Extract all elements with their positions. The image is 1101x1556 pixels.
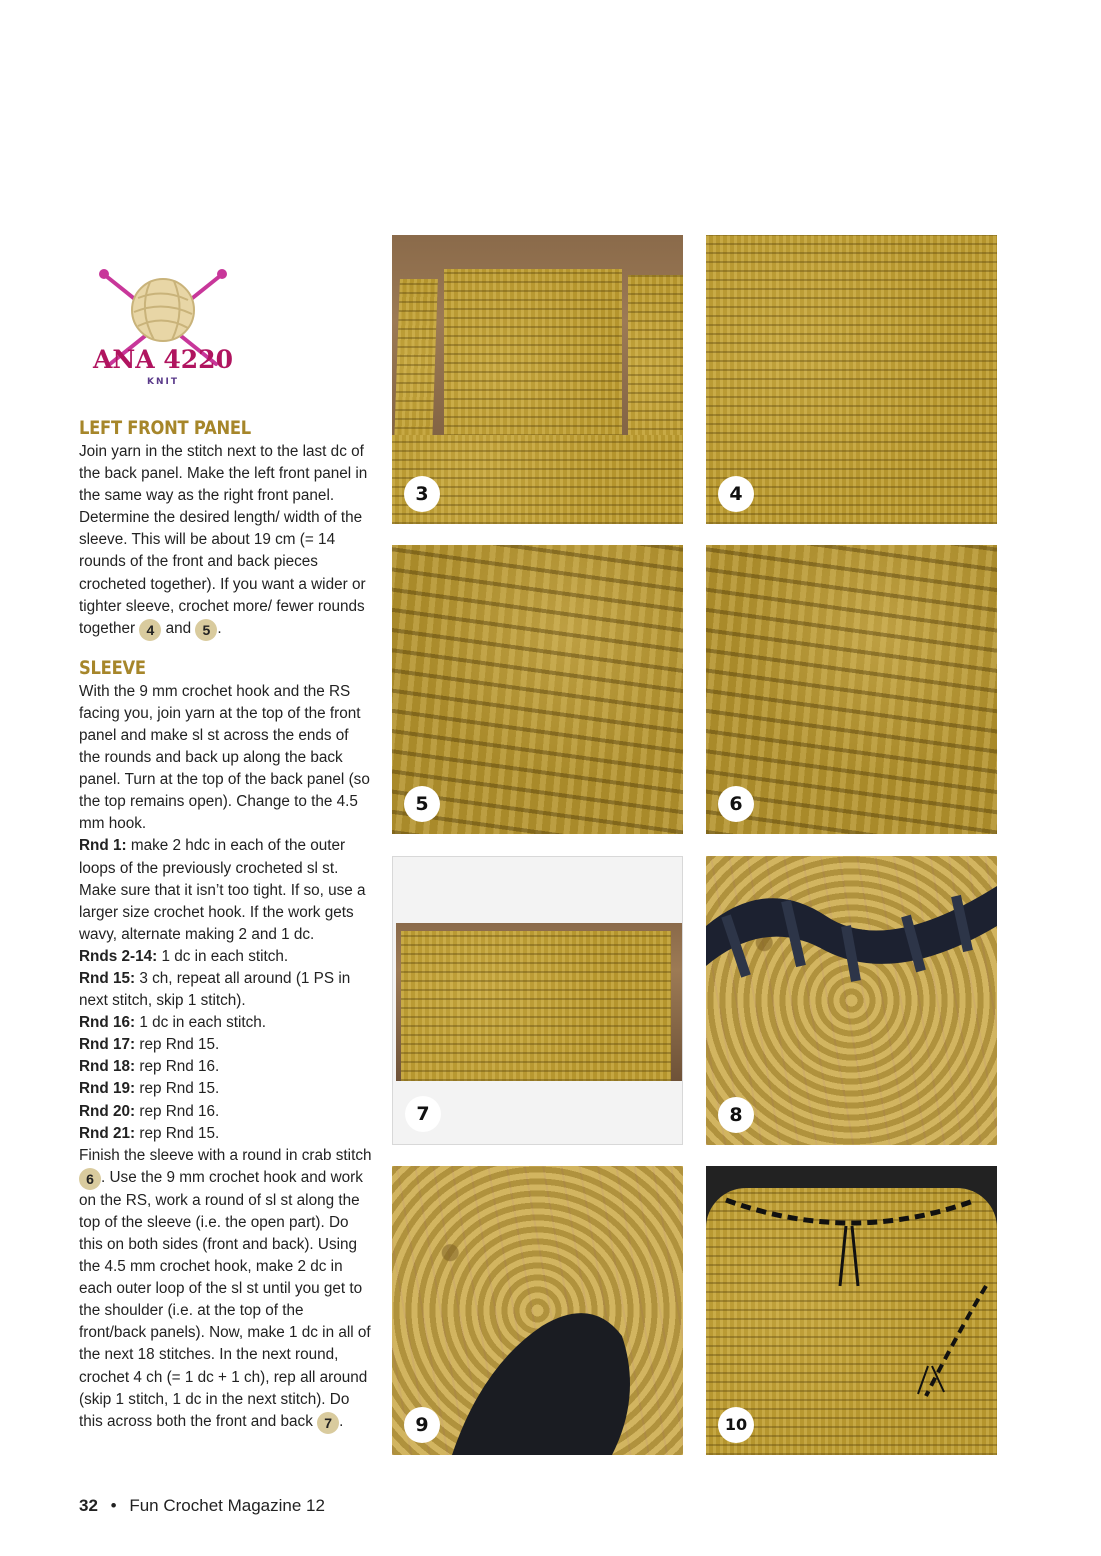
photo-8 [706,856,997,1145]
round-text: 3 ch, repeat all around (1 PS in next stitch, skip 1 stitch). [79,969,351,1010]
heading-left-front-panel: LEFT FRONT PANEL [79,417,251,439]
round-instruction [79,1123,374,1145]
round-label: Rnd 18: [79,1058,136,1076]
round-label: Rnds 2-14: [79,947,158,965]
finish-text-after: . Use the 9 mm crochet hook and work on the RS, work a round of sl st along the top of the sleeve (i.e. the open part). Do this on both sides (front and back). Using the 4.5 mm crochet hook, make 2 dc in each outer loop of the sl st until you get to the shoulder (i.e. at the top of the front/back panels). Now, make 1 dc in all of the next 18 stitches. In the next round, crochet 4 ch (= 1 dc + 1 ch), rep all around (skip 1 stitch, 1 dc in the next stitch). Do this across both the front and back [79,1168,371,1430]
round-label: Rnd 1: [79,837,127,855]
round-label: Rnd 15: [79,969,136,987]
photo-number-badge: 7 [405,1096,441,1132]
round-label: Rnd 16: [79,1014,136,1032]
photo-number-badge: 6 [718,786,754,822]
crochet-closeup-image [392,545,683,834]
photo-number-badge: 5 [404,786,440,822]
page-number: 32 [79,1496,98,1515]
round-instruction [79,1056,374,1078]
left-front-text-mid: and [161,619,196,637]
crochet-panel-image [392,435,683,524]
round-label: Rnd 17: [79,1036,136,1054]
round-text: make 2 hdc in each of the outer loops of the previously crocheted sl st. Make sure that it isn’t too tight. If so, use a larger size crochet hook. If the work gets wavy, alternate making 2 and 1 dc. [79,837,366,943]
magazine-title: Fun Crochet Magazine 12 [129,1496,325,1515]
sleeve-intro: With the 9 mm crochet hook and the RS facing you, join yarn at the top of the front panel and make sl st across the ends of the rounds and back up along the back panel. Turn at the top of the back panel (so the top remains open). Change to the 4.5 mm hook. [79,682,370,833]
round-instruction [79,946,374,968]
page-footer [79,1496,325,1516]
photo-ref-badge: 7 [317,1412,339,1434]
photo-5 [392,545,683,834]
photo-4 [706,235,997,524]
round-text: 1 dc in each stitch. [135,1014,267,1032]
round-instruction [79,1034,374,1056]
round-label: Rnd 19: [79,1080,136,1098]
photo-ref-badge: 4 [139,619,161,641]
photo-7 [392,856,683,1145]
photo-9 [392,1166,683,1455]
round-instruction [79,968,374,1012]
photo-number-badge: 8 [718,1097,754,1133]
left-front-text: Join yarn in the stitch next to the last dc of the back panel. Make the left front panel in the same way as the right front panel. Determine the desired length/ width of the sleeve. This will be about 19 cm (= 14 rounds of the front and back pieces crocheted together). If you want a wider or tighter sleeve, crochet more/ fewer rounds together [79,443,368,637]
round-instruction [79,1101,374,1123]
logo-brand-text: ANA 4220 [93,345,233,374]
round-label: Rnd 20: [79,1102,136,1120]
finish-text-end: . [339,1412,344,1430]
round-text: rep Rnd 16. [135,1102,220,1120]
round-instruction [79,835,374,945]
photo-number-badge: 9 [404,1407,440,1443]
round-text: 1 dc in each stitch. [157,947,289,965]
round-text: rep Rnd 16. [135,1058,220,1076]
crochet-panel-image [401,931,671,1081]
pattern-text-column [79,415,374,1434]
round-instruction [79,1078,374,1100]
photo-number-badge: 4 [718,476,754,512]
photo-number-badge: 3 [404,476,440,512]
crochet-fabric-image [706,235,997,524]
photo-number-badge: 10 [718,1407,754,1443]
photo-ref-badge: 6 [79,1168,101,1190]
sleeve-finish-paragraph [79,1145,374,1434]
photo-6 [706,545,997,834]
ribbon-lacing-image [706,856,997,1145]
round-text: rep Rnd 15. [135,1124,220,1142]
heading-sleeve: SLEEVE [79,656,146,679]
photo-ref-badge: 5 [195,619,217,641]
ribbon-image [392,1166,683,1455]
logo-sub-text: KNIT [147,377,179,387]
round-instruction [79,1012,374,1034]
round-label: Rnd 21: [79,1124,136,1142]
photo-10 [706,1166,997,1455]
left-front-text-end: . [217,619,222,637]
finish-text: Finish the sleeve with a round in crab stitch [79,1146,372,1164]
cardigan-ribbon-detail [706,1166,997,1455]
crochet-closeup-image [706,545,997,834]
round-text: rep Rnd 15. [135,1036,220,1054]
photo-3 [392,235,683,524]
round-text: rep Rnd 15. [135,1080,220,1098]
left-front-panel-paragraph [79,441,374,641]
footer-bullet: • [110,1496,117,1515]
